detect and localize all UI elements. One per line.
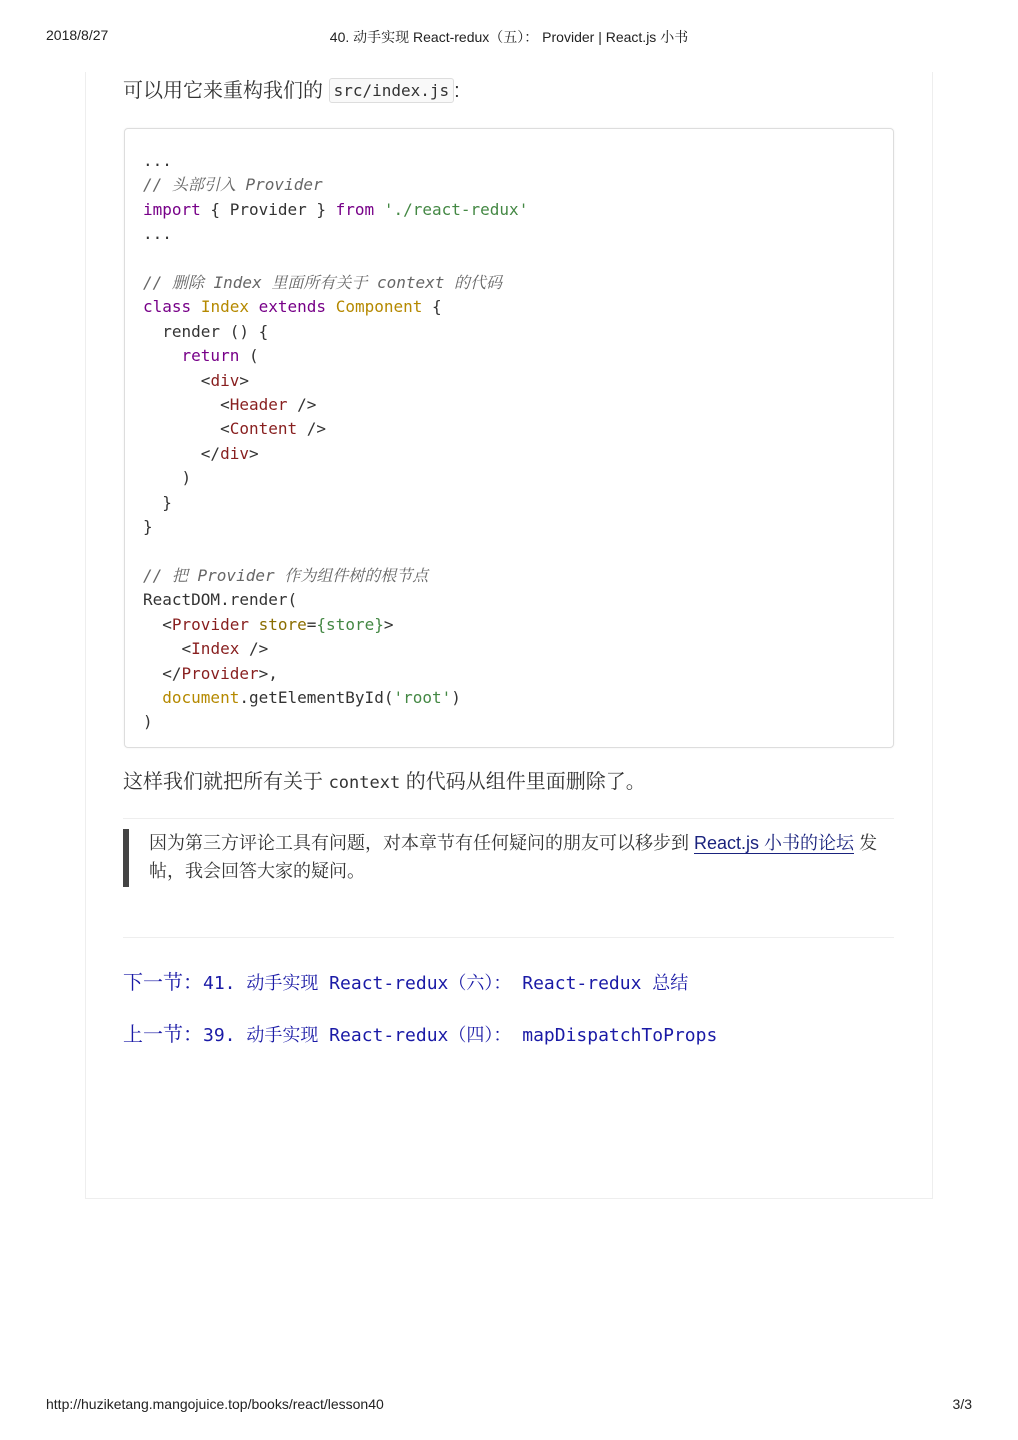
forum-link[interactable]: React.js 小书的论坛 [694, 833, 855, 853]
intro-colon: : [454, 80, 460, 102]
forum-note [123, 829, 894, 887]
code-content: ... // 头部引入 Provider import { Provider } from './react-redux' ... // 删除 Index 里面所有关于 context 的代码 class Index extends Component { render () { return ( <div> <Header /> <Content /> </div> ) } } // 把 Provider 作为组件树的根节点 ReactDOM.render( <Provider store={store}> <Index /> </Provider>, document.getElementById('root') ) [143, 151, 529, 732]
prev-lesson-link[interactable] [123, 1020, 717, 1051]
prev-prefix: 上一节： [123, 1024, 203, 1046]
divider-top [123, 818, 894, 819]
prev-title: 39. 动手实现 React-redux（四）： mapDispatchToProps [203, 1025, 718, 1046]
next-prefix: 下一节： [123, 972, 203, 994]
summary-paragraph [123, 767, 894, 798]
code-block [124, 128, 894, 748]
note-text-before: 因为第三方评论工具有问题，对本章节有任何疑问的朋友可以移步到 [149, 833, 689, 853]
summary-text-after: 的代码从组件里面删除了。 [405, 771, 646, 793]
next-lesson-link[interactable] [123, 968, 688, 999]
print-url: http://huziketang.mangojuice.top/books/react/lesson40 [46, 1396, 384, 1412]
intro-line [123, 76, 894, 107]
next-title: 41. 动手实现 React-redux（六）： React-redux 总结 [203, 973, 689, 994]
divider-bottom [123, 937, 894, 938]
print-date: 2018/8/27 [46, 27, 109, 43]
intro-text: 可以用它来重构我们的 [123, 80, 323, 102]
inline-code-file: src/index.js [329, 78, 455, 103]
print-page-title: 40. 动手实现 React-redux（五）： Provider | React.js 小书 [329, 29, 689, 45]
note-text-after: 发帖，我会回答大家的疑问。 [149, 833, 878, 881]
summary-text-before: 这样我们就把所有关于 [123, 771, 323, 793]
print-page-number: 3/3 [952, 1396, 972, 1412]
summary-inline-code: context [328, 773, 401, 793]
